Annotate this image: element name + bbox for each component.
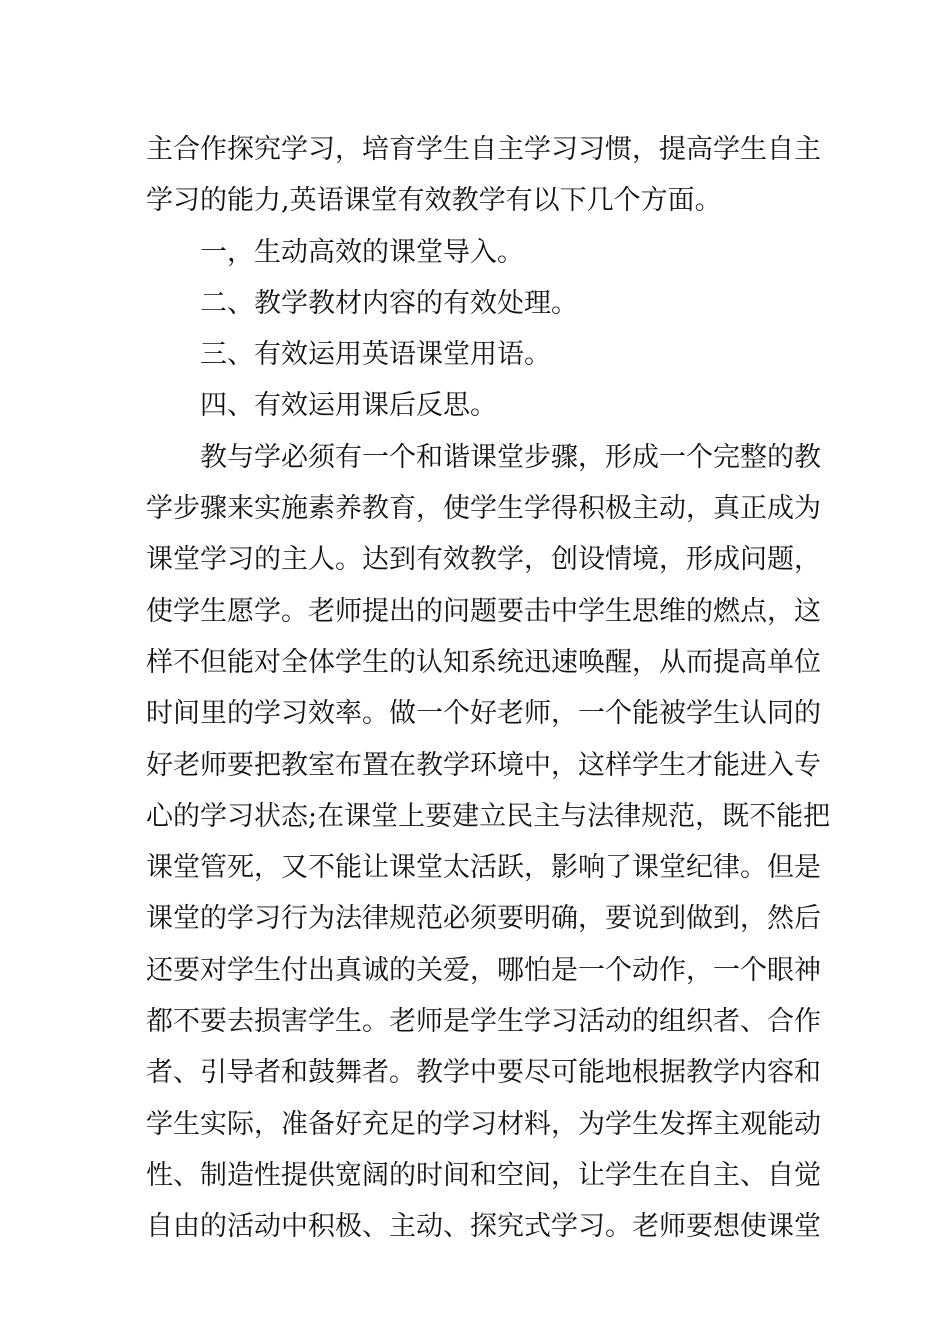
list-item: 二、教学教材内容的有效处理。 xyxy=(200,287,578,319)
text-line: 学步骤来实施素养教育，使学生学得积极主动，真正成为 xyxy=(146,493,821,525)
text-line: 教与学必须有一个和谐课堂步骤，形成一个完整的教 xyxy=(200,441,821,473)
text-line: 课堂管死，又不能让课堂太活跃，影响了课堂纪律。但是 xyxy=(146,852,821,884)
document-body xyxy=(146,124,831,1253)
text-line: 主合作探究学习，培育学生自主学习习惯，提高学生自主 xyxy=(146,134,821,165)
text-line: 使学生愿学。老师提出的问题要击中学生思维的燃点，这 xyxy=(146,595,821,627)
text-line: 性、制造性提供宽阔的时间和空间，让学生在自主、自觉 xyxy=(146,1159,821,1191)
text-line: 还要对学生付出真诚的关爱，哪怕是一个动作，一个眼神 xyxy=(146,954,821,986)
text-line: 都不要去损害学生。老师是学生学习活动的组织者、合作 xyxy=(146,1006,821,1038)
list-item: 三、有效运用英语课堂用语。 xyxy=(200,339,551,371)
list-item: 四、有效运用课后反思。 xyxy=(200,390,497,422)
text-line: 心的学习状态;在课堂上要建立民主与法律规范，既不能把 xyxy=(146,800,831,832)
text-line: 课堂学习的主人。达到有效教学，创设情境，形成问题， xyxy=(146,544,821,576)
text-line: 学习的能力,英语课堂有效教学有以下几个方面。 xyxy=(146,185,722,217)
text-line: 时间里的学习效率。做一个好老师，一个能被学生认同的 xyxy=(146,698,821,730)
text-line: 课堂的学习行为法律规范必须要明确，要说到做到，然后 xyxy=(146,903,821,935)
text-line: 学生实际，准备好充足的学习材料，为学生发挥主观能动 xyxy=(146,1108,821,1140)
text-line: 样不但能对全体学生的认知系统迅速唤醒，从而提高单位 xyxy=(146,646,821,678)
text-line: 自由的活动中积极、主动、探究式学习。老师要想使课堂 xyxy=(146,1211,821,1243)
text-line: 好老师要把教室布置在教学环境中，这样学生才能进入专 xyxy=(146,749,821,781)
text-line: 者、引导者和鼓舞者。教学中要尽可能地根据教学内容和 xyxy=(146,1057,821,1089)
list-item: 一，生动高效的课堂导入。 xyxy=(200,236,524,268)
